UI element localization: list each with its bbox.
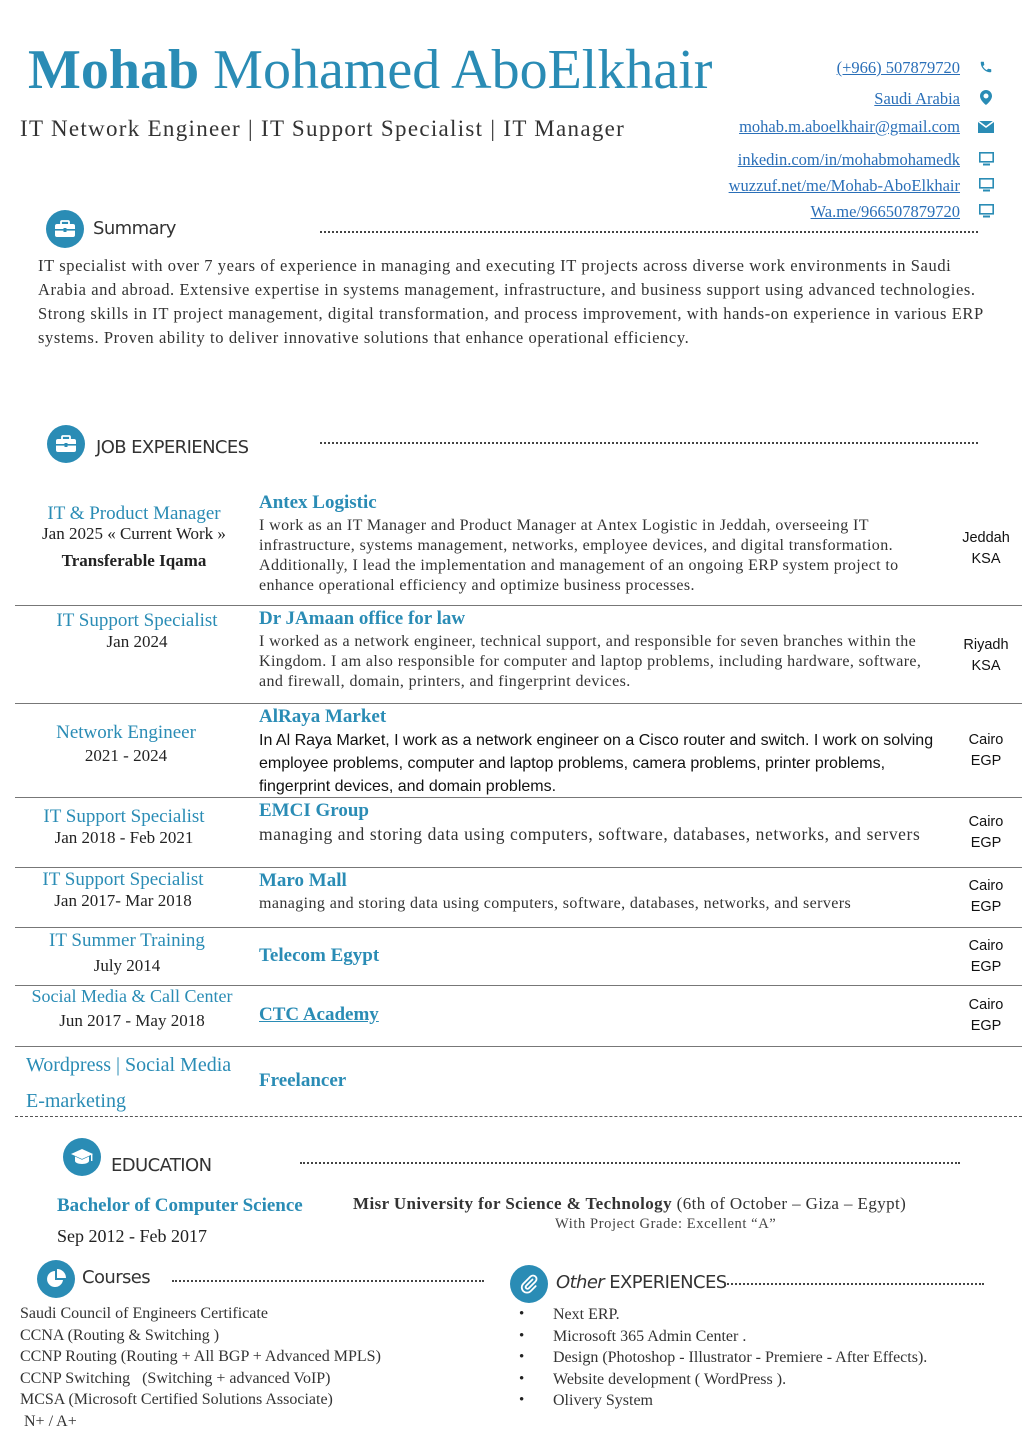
job-country: EGP	[946, 833, 1024, 854]
job-divider	[15, 797, 1022, 798]
experience-heading: JOB EXPERIENCES	[96, 437, 249, 458]
university-name: Misr University for Science & Technology	[353, 1194, 672, 1213]
other-item: • Microsoft 365 Admin Center .	[509, 1326, 927, 1348]
experience-end-divider	[15, 1116, 1022, 1117]
job-title-secondary: E-marketing	[26, 1083, 231, 1119]
job-date: Jan 2017- Mar 2018	[3, 891, 243, 911]
first-name: Mohab	[28, 39, 199, 101]
degree-date: Sep 2012 - Feb 2017	[57, 1226, 207, 1247]
job-company: AlRaya Market	[259, 706, 386, 728]
summary-heading: Summary	[93, 218, 176, 239]
education-heading: EDUCATION	[111, 1155, 211, 1176]
other-divider	[724, 1283, 984, 1285]
education-divider	[300, 1162, 960, 1164]
project-grade: With Project Grade: Excellent “A”	[555, 1216, 776, 1233]
contact-wuzzuf[interactable]	[729, 176, 994, 197]
job-role	[4, 806, 244, 848]
course-item: Saudi Council of Engineers Certificate	[20, 1303, 381, 1325]
job-company: Telecom Egypt	[259, 945, 379, 967]
university-location: (6th of October – Giza – Egypt)	[677, 1194, 907, 1213]
job-description: managing and storing data using computers, software, databases, networks, and servers	[259, 894, 959, 914]
other-heading-part2: EXPERIENCES	[604, 1272, 726, 1293]
other-heading-part1: Other	[556, 1272, 604, 1293]
job-title: IT & Product Manager	[14, 503, 254, 525]
location-link[interactable]: Saudi Arabia	[874, 89, 960, 108]
job-description: managing and storing data using computers, software, databases, networks, and servers	[259, 824, 944, 844]
job-country: KSA	[946, 549, 1024, 570]
email-link[interactable]: mohab.m.aboelkhair@gmail.com	[739, 117, 960, 136]
job-city: Riyadh	[946, 635, 1024, 656]
briefcase-icon	[47, 425, 85, 463]
job-role	[26, 1047, 231, 1119]
job-city: Jeddah	[946, 528, 1024, 549]
contact-phone[interactable]	[837, 58, 994, 79]
job-company: EMCI Group	[259, 800, 369, 822]
job-date: Jun 2017 - May 2018	[12, 1011, 252, 1031]
job-company: Dr JAmaan office for law	[259, 608, 465, 630]
monitor-icon	[978, 203, 994, 223]
job-divider	[15, 867, 1022, 868]
job-title: IT Summer Training	[7, 930, 247, 952]
job-country: EGP	[946, 1016, 1024, 1037]
job-country: KSA	[946, 656, 1024, 677]
other-experiences-list	[509, 1304, 927, 1412]
experience-divider	[320, 442, 978, 444]
job-date: Jan 2025 « Current Work »	[14, 524, 254, 544]
job-title: Wordpress | Social Media	[26, 1047, 231, 1083]
contact-email[interactable]	[739, 117, 994, 138]
envelope-icon	[978, 118, 994, 138]
job-role	[14, 503, 254, 571]
job-role	[3, 869, 243, 911]
university	[353, 1194, 906, 1214]
job-date: 2021 - 2024	[6, 746, 246, 766]
job-location	[946, 635, 1024, 677]
briefcase-icon	[46, 210, 84, 248]
courses-heading: Courses	[82, 1267, 150, 1288]
contact-whatsapp[interactable]	[811, 202, 994, 223]
job-title: Network Engineer	[6, 722, 246, 744]
summary-divider	[320, 231, 978, 233]
other-item: • Website development ( WordPress ).	[509, 1369, 927, 1391]
location-pin-icon	[978, 90, 994, 110]
job-company[interactable]: CTC Academy	[259, 1004, 379, 1026]
job-location	[946, 730, 1024, 772]
job-role	[6, 722, 246, 766]
linkedin-link[interactable]: inkedin.com/in/mohabmohamedk	[738, 150, 960, 169]
job-description: I work as an IT Manager and Product Manager at Antex Logistic in Jeddah, overseeing IT infrastructure, systems management, networks, employee devices, and digital transformation. Additionally, I lead the implementation and management of an ongoing ERP system project to enhance operational efficiency and optimize business processes.	[259, 516, 949, 596]
summary-text: IT specialist with over 7 years of experience in managing and executing IT projects across diverse work environments in Saudi Arabia and abroad. Extensive expertise in systems management, infrastructure, and business support using advanced technologies. Strong skills in IT project management, digital transformation, and process improvement, with hands-on experience in various ERP systems. Proven ability to deliver innovative solutions that enhance operational efficiency.	[38, 254, 998, 350]
job-title: IT Support Specialist	[3, 869, 243, 891]
other-item: • Next ERP.	[509, 1304, 927, 1326]
job-company: Freelancer	[259, 1070, 346, 1092]
job-country: EGP	[946, 751, 1024, 772]
course-item: CCNP Routing (Routing + All BGP + Advanced MPLS)	[20, 1346, 381, 1368]
monitor-icon	[978, 177, 994, 197]
course-item: N+ / A+	[20, 1411, 381, 1432]
job-date: July 2014	[7, 956, 247, 976]
job-title: IT Support Specialist	[4, 806, 244, 828]
courses-divider	[172, 1280, 484, 1282]
contact-linkedin[interactable]	[738, 150, 994, 171]
phone-link[interactable]: (+966) 507879720	[837, 58, 960, 77]
last-name: Mohamed AboElkhair	[213, 39, 712, 101]
course-item: CCNP Switching (Switching + advanced VoIP)	[20, 1368, 381, 1390]
job-title: IT Support Specialist	[17, 610, 257, 632]
course-item: MCSA (Microsoft Certified Solutions Associate)	[20, 1389, 381, 1411]
job-role	[12, 986, 252, 1031]
job-city: Cairo	[946, 995, 1024, 1016]
job-country: EGP	[946, 897, 1024, 918]
other-experiences-heading	[556, 1272, 727, 1293]
job-location	[946, 995, 1024, 1037]
job-city: Cairo	[946, 876, 1024, 897]
job-date: Jan 2018 - Feb 2021	[4, 828, 244, 848]
job-date: Jan 2024	[17, 632, 257, 652]
job-location	[946, 528, 1024, 570]
candidate-name	[28, 36, 712, 104]
job-description: In Al Raya Market, I work as a network engineer on a Cisco router and switch. I work on solving employee problems, computer and laptop problems, camera problems, printer problems, fingerprint devices, and domain problems.	[259, 729, 949, 798]
graduation-cap-icon	[63, 1138, 101, 1176]
job-note: Transferable Iqama	[14, 551, 254, 571]
paperclip-icon	[510, 1265, 548, 1303]
job-location	[946, 812, 1024, 854]
job-location	[946, 876, 1024, 918]
job-divider	[15, 605, 1022, 606]
course-item: CCNA (Routing & Switching )	[20, 1325, 381, 1347]
job-divider	[15, 703, 1022, 704]
job-role	[7, 930, 247, 976]
job-divider	[15, 927, 1022, 928]
job-city: Cairo	[946, 812, 1024, 833]
job-company: Antex Logistic	[259, 492, 377, 514]
phone-icon	[978, 59, 994, 79]
job-location	[946, 936, 1024, 978]
job-country: EGP	[946, 957, 1024, 978]
degree-title: Bachelor of Computer Science	[57, 1195, 303, 1217]
other-item: • Design (Photoshop - Illustrator - Premiere - After Effects).	[509, 1347, 927, 1369]
job-description: I worked as a network engineer, technical support, and responsible for seven branches within the Kingdom. I am also responsible for computer and laptop problems, including hardware, software, and firewall, domain, printers, and fingerprint devices.	[259, 632, 949, 692]
job-city: Cairo	[946, 730, 1024, 751]
job-title: Social Media & Call Center	[12, 986, 252, 1007]
wuzzuf-link[interactable]: wuzzuf.net/me/Mohab-AboElkhair	[729, 176, 960, 195]
whatsapp-link[interactable]: Wa.me/966507879720	[811, 202, 960, 221]
monitor-icon	[978, 151, 994, 171]
pie-chart-icon	[37, 1260, 75, 1298]
contact-location[interactable]	[874, 89, 994, 110]
job-city: Cairo	[946, 936, 1024, 957]
job-company: Maro Mall	[259, 870, 347, 892]
courses-list	[20, 1303, 381, 1432]
other-item: • Olivery System	[509, 1390, 927, 1412]
job-role	[17, 610, 257, 652]
job-headline: IT Network Engineer | IT Support Specialist | IT Manager	[20, 116, 625, 142]
